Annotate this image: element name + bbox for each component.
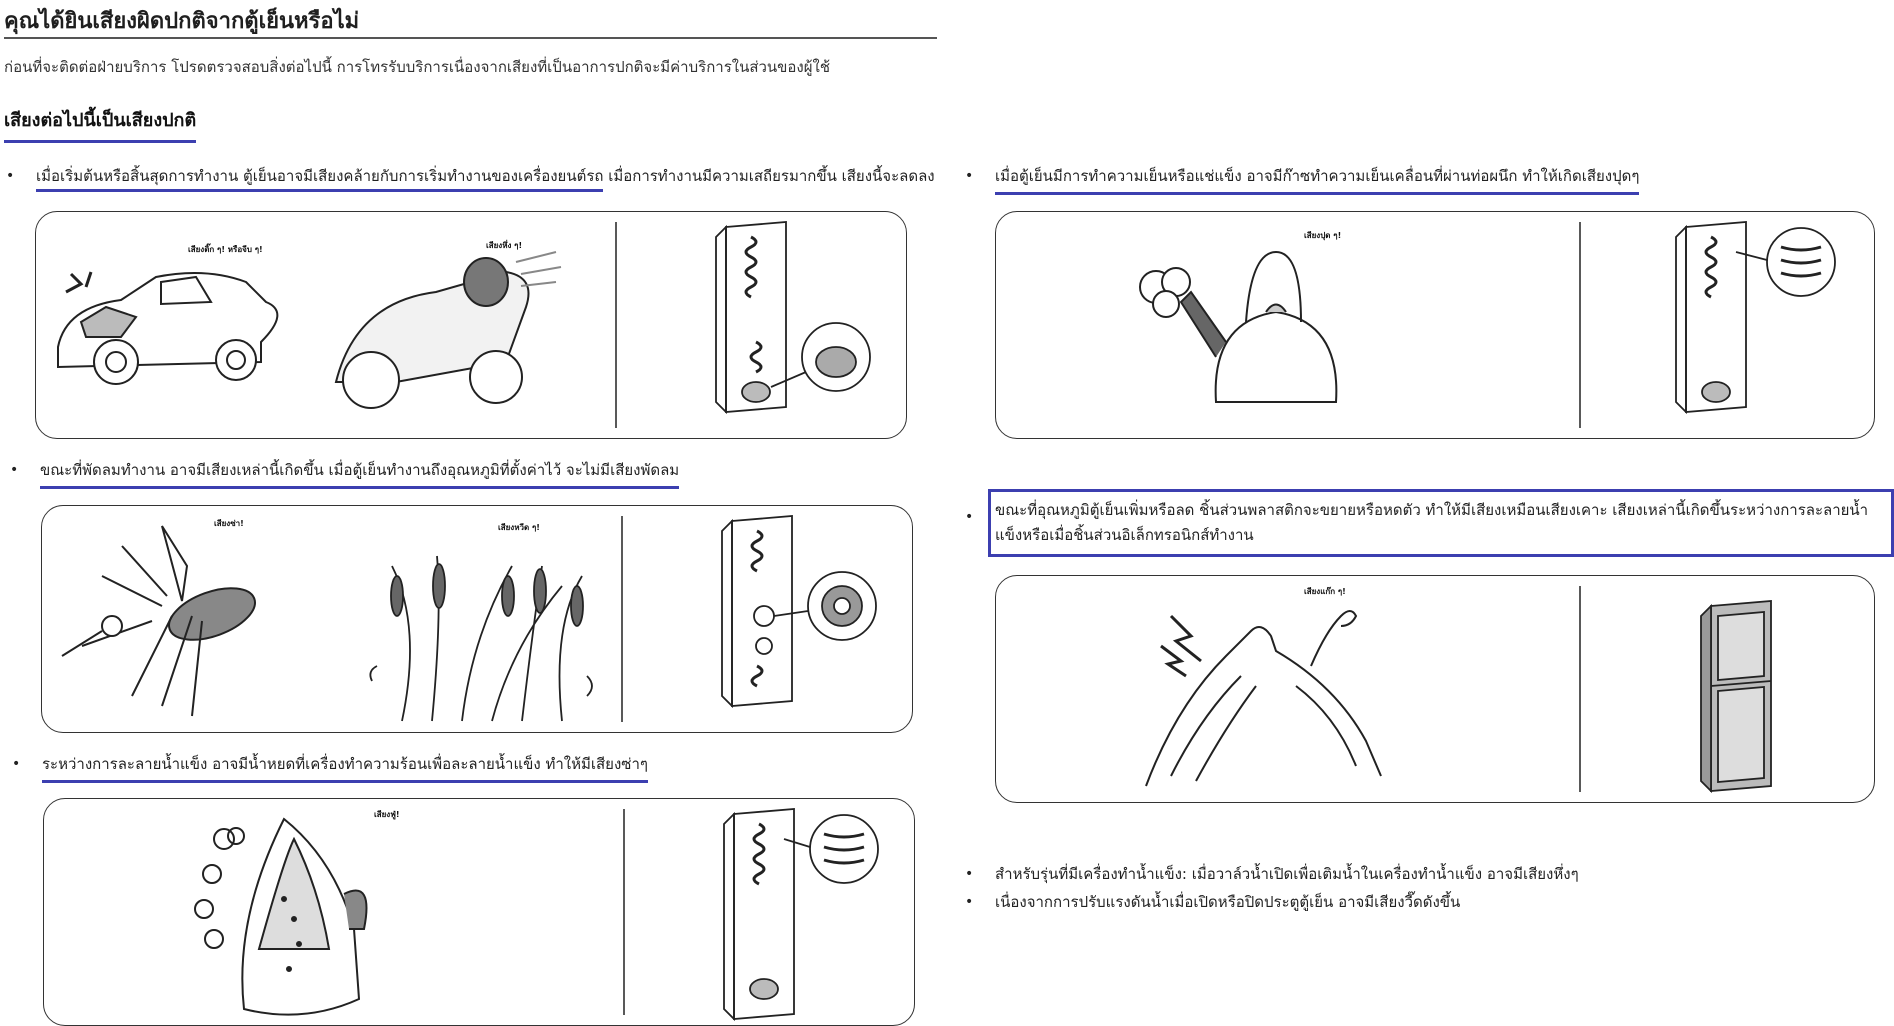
fridge-heater-icon bbox=[724, 809, 878, 1019]
defrost-illustration bbox=[44, 799, 914, 1025]
right-item-1 bbox=[965, 164, 1640, 195]
left-item-3-text: ระหว่างการละลายน้ำแข็ง อาจมีน้ำหยดที่เครื่องทำความร้อนเพื่อละลายน้ำแข็ง ทำให้มีเสียงซ่าๆ bbox=[42, 755, 648, 773]
right-item-2-text: ขณะที่อุณหภูมิตู้เย็นเพิ่มหรือลด ชิ้นส่วนพลาสติกจะขยายหรือหดตัว ทำให้มีเสียงเหมือนเสียงเคาะ เสียงเหล่านี้เกิดขึ้นระหว่างการละลายน้ำแข็งหรือเมื่อชิ้นส่วนอิเล็กทรอนิกส์ทำงาน bbox=[995, 501, 1869, 544]
bullet-dot: • bbox=[965, 509, 974, 525]
bullet-dot: • bbox=[6, 168, 15, 184]
illustration-panel-fan bbox=[41, 505, 913, 733]
engine-illustration bbox=[36, 212, 906, 438]
label-kettle: เสียงปุด ๆ! bbox=[1304, 231, 1342, 240]
motorcycle-icon bbox=[336, 252, 561, 408]
label-branch: เสียงแก๊ก ๆ! bbox=[1304, 587, 1346, 596]
bullet-dot: • bbox=[12, 756, 21, 772]
fridge-interior-icon bbox=[1701, 601, 1771, 791]
fridge-coil-icon bbox=[1676, 222, 1835, 412]
right-extra-2 bbox=[965, 890, 1461, 914]
fridge-compressor-icon bbox=[716, 222, 870, 412]
left-item-3 bbox=[12, 752, 648, 783]
illustration-panel-defrost bbox=[43, 798, 915, 1026]
label-car: เสียงติ๊ก ๆ! หรือจีบ ๆ! bbox=[188, 245, 263, 254]
left-item-2 bbox=[10, 458, 680, 489]
label-iron: เสียงฟู่! bbox=[374, 810, 400, 819]
branch-icon bbox=[1146, 611, 1381, 786]
right-extra-1-text: สำหรับรุ่นที่มีเครื่องทำน้ำแข็ง: เมื่อวาล์วน้ำเปิดเพื่อเติมน้ำในเครื่องทำน้ำแข็ง อาจมีเสียงหึ่งๆ bbox=[995, 865, 1579, 883]
car-icon bbox=[58, 272, 277, 384]
left-item-1-rest: เมื่อการทำงานมีความเสถียรมากขึ้น เสียงนี้จะลดลง bbox=[603, 167, 935, 185]
refrigerant-illustration bbox=[996, 212, 1874, 438]
right-item-2-highlight-box bbox=[988, 489, 1894, 557]
right-extra-1 bbox=[965, 862, 1579, 886]
title-divider bbox=[4, 37, 937, 39]
bullet-dot: • bbox=[10, 462, 19, 478]
plastic-illustration bbox=[996, 576, 1874, 802]
mosquito-icon bbox=[62, 526, 262, 716]
bullet-dot: • bbox=[965, 168, 974, 184]
fridge-fan-icon bbox=[722, 516, 876, 706]
right-item-1-text: เมื่อตู้เย็นมีการทำความเย็นหรือแช่แข็ง อาจมีก๊าซทำความเย็นเคลื่อนที่ผ่านท่อผนึก ทำให้เกิดเสียงปุดๆ bbox=[995, 167, 1640, 185]
left-item-1-underlined: เมื่อเริ่มต้นหรือสิ้นสุดการทำงาน ตู้เย็นอาจมีเสียงคล้ายกับการเริ่มทำงานของเครื่องยนต์รถ bbox=[36, 167, 603, 192]
kettle-icon bbox=[1140, 252, 1336, 402]
fan-illustration bbox=[42, 506, 912, 732]
right-extra-2-text: เนื่องจากการปรับแรงดันน้ำเมื่อเปิดหรือปิดประตูตู้เย็น อาจมีเสียงวี๊ดดังขึ้น bbox=[995, 893, 1461, 911]
illustration-panel-plastic bbox=[995, 575, 1875, 803]
section-heading: เสียงต่อไปนี้เป็นเสียงปกติ bbox=[4, 105, 196, 143]
label-reeds: เสียงหวีด ๆ! bbox=[498, 523, 540, 532]
left-item-1 bbox=[6, 164, 935, 188]
bullet-dot: • bbox=[965, 894, 974, 910]
intro-text: ก่อนที่จะติดต่อฝ่ายบริการ โปรดตรวจสอบสิ่งต่อไปนี้ การโทรรับบริการเนื่องจากเสียงที่เป็นอาการปกติจะมีค่าบริการในส่วนของผู้ใช้ bbox=[4, 58, 831, 76]
page-title: คุณได้ยินเสียงผิดปกติจากตู้เย็นหรือไม่ bbox=[4, 9, 360, 34]
left-item-2-text: ขณะที่พัดลมทำงาน อาจมีเสียงเหล่านี้เกิดขึ้น เมื่อตู้เย็นทำงานถึงอุณหภูมิที่ตั้งค่าไว้ จะไม่มีเสียงพัดลม bbox=[40, 461, 680, 479]
reeds-icon bbox=[370, 556, 592, 721]
label-motor: เสียงหึ่ง ๆ! bbox=[486, 241, 523, 250]
illustration-panel-engine bbox=[35, 211, 907, 439]
label-mosquito: เสียงซ่า! bbox=[214, 519, 244, 528]
illustration-panel-refrigerant bbox=[995, 211, 1875, 439]
bullet-dot: • bbox=[965, 866, 974, 882]
iron-icon bbox=[195, 819, 367, 1015]
